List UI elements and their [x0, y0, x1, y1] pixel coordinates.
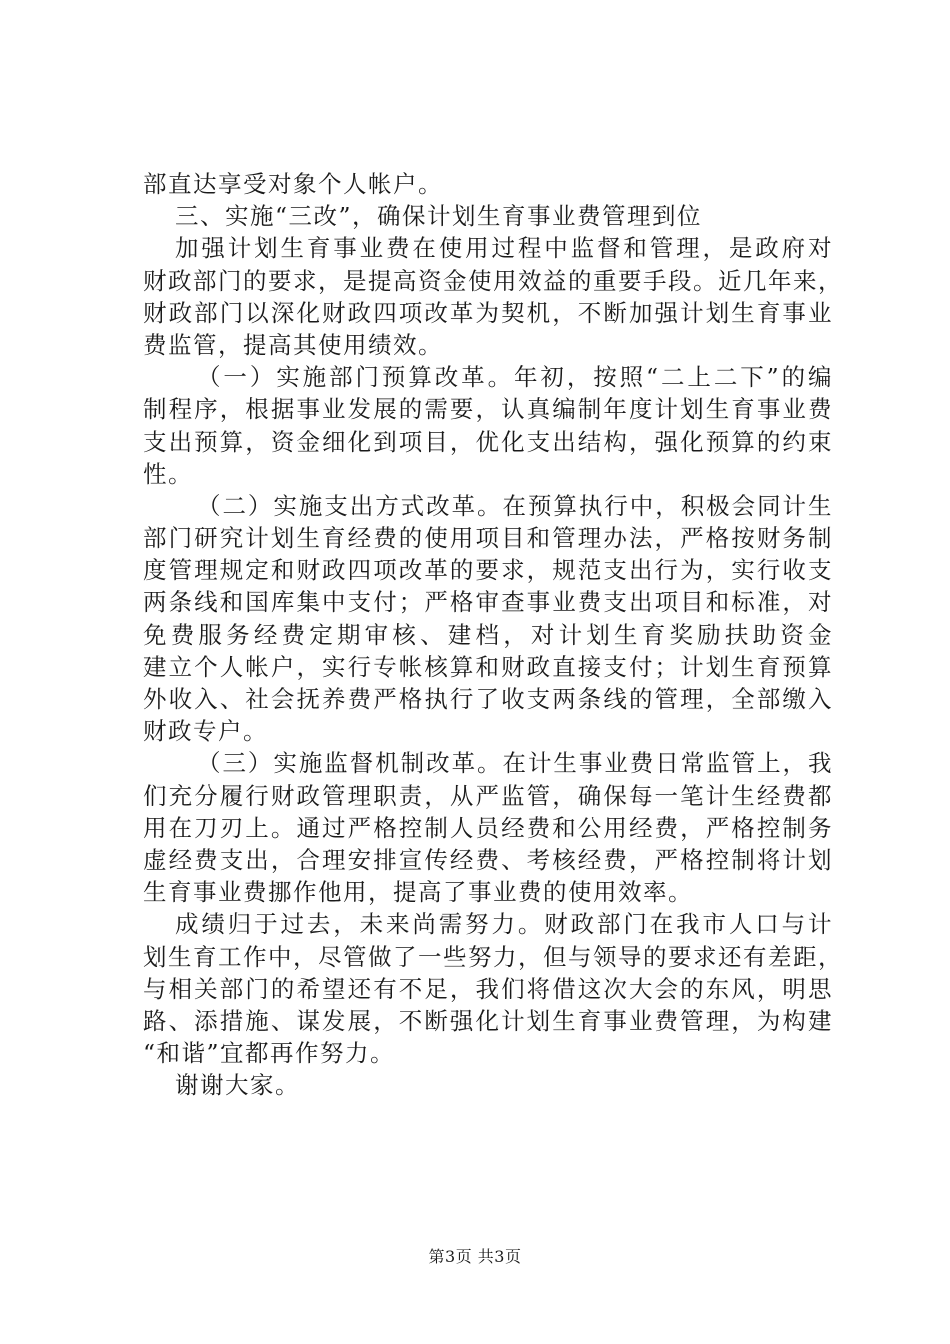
text-line: 谢谢大家。 — [175, 1071, 300, 1100]
section-heading: 三、实施“三改”，确保计划生育事业费管理到位 — [175, 202, 703, 231]
text-line: 两条线和国库集中支付；严格审查事业费支出项目和标准，对 — [143, 588, 833, 617]
text-line: 路、添措施、谋发展，不断强化计划生育事业费管理，为构建 — [143, 1006, 833, 1035]
text-line: 部门研究计划生育经费的使用项目和管理办法，严格按财务制 — [143, 524, 833, 553]
text-line: 制程序，根据事业发展的需要，认真编制年度计划生育事业费 — [143, 395, 833, 424]
text-line: 财政专户。 — [143, 717, 268, 746]
text-line: 生育事业费挪作他用，提高了事业费的使用效率。 — [143, 878, 693, 907]
text-line: 建立个人帐户，实行专帐核算和财政直接支付；计划生育预算 — [143, 652, 833, 681]
text-line: 外收入、社会抚养费严格执行了收支两条线的管理，全部缴入 — [143, 685, 833, 713]
text-line: （一）实施部门预算改革。年初，按照“二上二下”的编 — [197, 363, 833, 392]
text-line: 部直达享受对象个人帐户。 — [143, 170, 443, 198]
text-line: 用在刀刃上。通过严格控制人员经费和公用经费，严格控制务 — [143, 813, 833, 842]
text-line: 支出预算，资金细化到项目，优化支出结构，强化预算的约束 — [143, 427, 833, 456]
text-line: 费监管，提高其使用绩效。 — [143, 330, 443, 359]
text-line: 成绩归于过去，未来尚需努力。财政部门在我市人口与计 — [175, 910, 833, 939]
document-body — [143, 168, 843, 1101]
text-line: 划生育工作中，尽管做了一些努力，但与领导的要求还有差距， — [143, 942, 843, 971]
text-line: 与相关部门的希望还有不足，我们将借这次大会的东风，明思 — [143, 974, 833, 1003]
text-line: “和谐”宜都再作努力。 — [143, 1039, 396, 1068]
text-line: 免费服务经费定期审核、建档，对计划生育奖励扶助资金 — [143, 620, 833, 649]
text-line: 度管理规定和财政四项改革的要求，规范支出行为，实行收支 — [143, 556, 833, 585]
text-line: 性。 — [143, 459, 193, 488]
text-line: 加强计划生育事业费在使用过程中监督和管理，是政府对 — [175, 234, 833, 263]
text-line: 们充分履行财政管理职责，从严监管，确保每一笔计生经费都 — [143, 781, 833, 810]
text-line: （二）实施支出方式改革。在预算执行中，积极会同计生 — [197, 491, 833, 520]
page-number-footer: 第3页 共3页 — [428, 1247, 522, 1266]
text-line: 财政部门以深化财政四项改革为契机，不断加强计划生育事业 — [143, 298, 833, 327]
text-line: 虚经费支出，合理安排宣传经费、考核经费，严格控制将计划 — [143, 845, 833, 874]
text-line: （三）实施监督机制改革。在计生事业费日常监管上，我 — [197, 749, 833, 778]
text-line: 财政部门的要求，是提高资金使用效益的重要手段。近几年来， — [143, 266, 843, 295]
